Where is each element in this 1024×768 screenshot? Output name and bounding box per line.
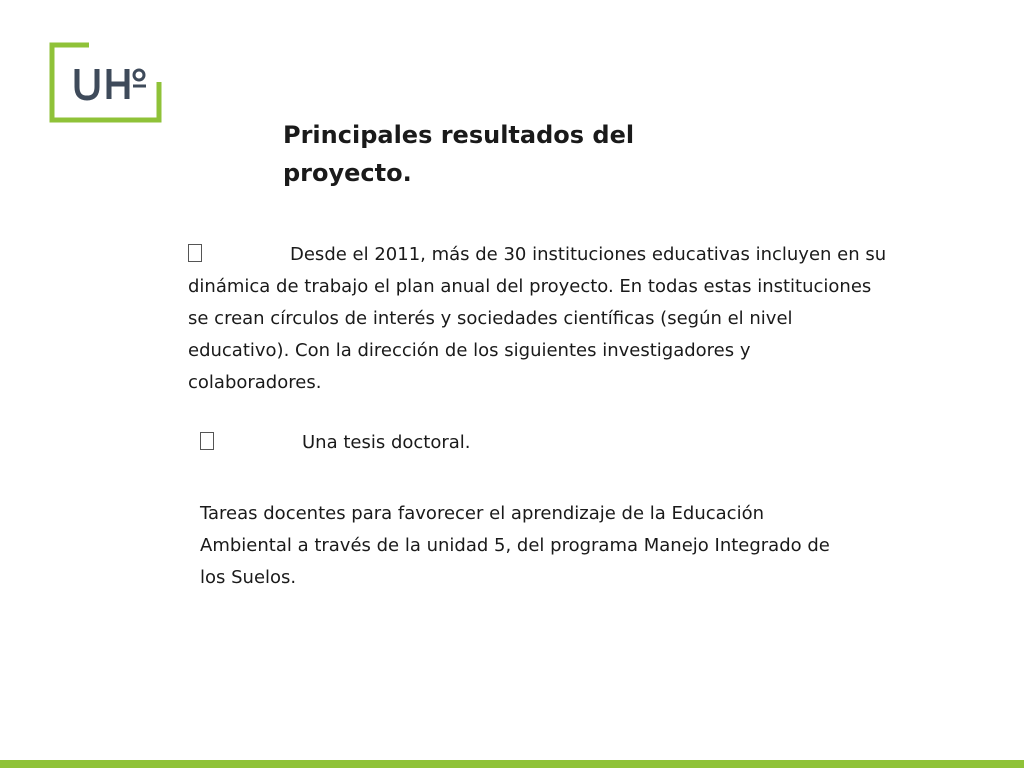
result-paragraph-tasks: Tareas docentes para favorecer el aprendizaje de la Educación Ambiental a través de la unidad 5, del programa Manejo Integrado de los Suelos. <box>200 503 830 588</box>
bullet-glyph-icon <box>200 432 214 450</box>
paragraph-text: Una tesis doctoral. <box>302 432 471 453</box>
bullet-glyph-icon <box>188 244 202 262</box>
bottom-accent-bar <box>0 760 1024 768</box>
paragraph-text: Desde el 2011, más de 30 instituciones educativas incluyen en su dinámica de trabajo el plan anual del proyecto. En todas estas instituciones se crean círculos de interés y sociedades científicas (según el nivel educativo). Con la dirección de los siguientes investigadores y colaboradores. <box>188 244 887 393</box>
uho-logo <box>49 42 162 123</box>
result-paragraph-thesis <box>200 427 700 459</box>
result-paragraph-institutions <box>188 239 888 399</box>
slide-title: Principales resultados del proyecto. <box>283 121 635 187</box>
